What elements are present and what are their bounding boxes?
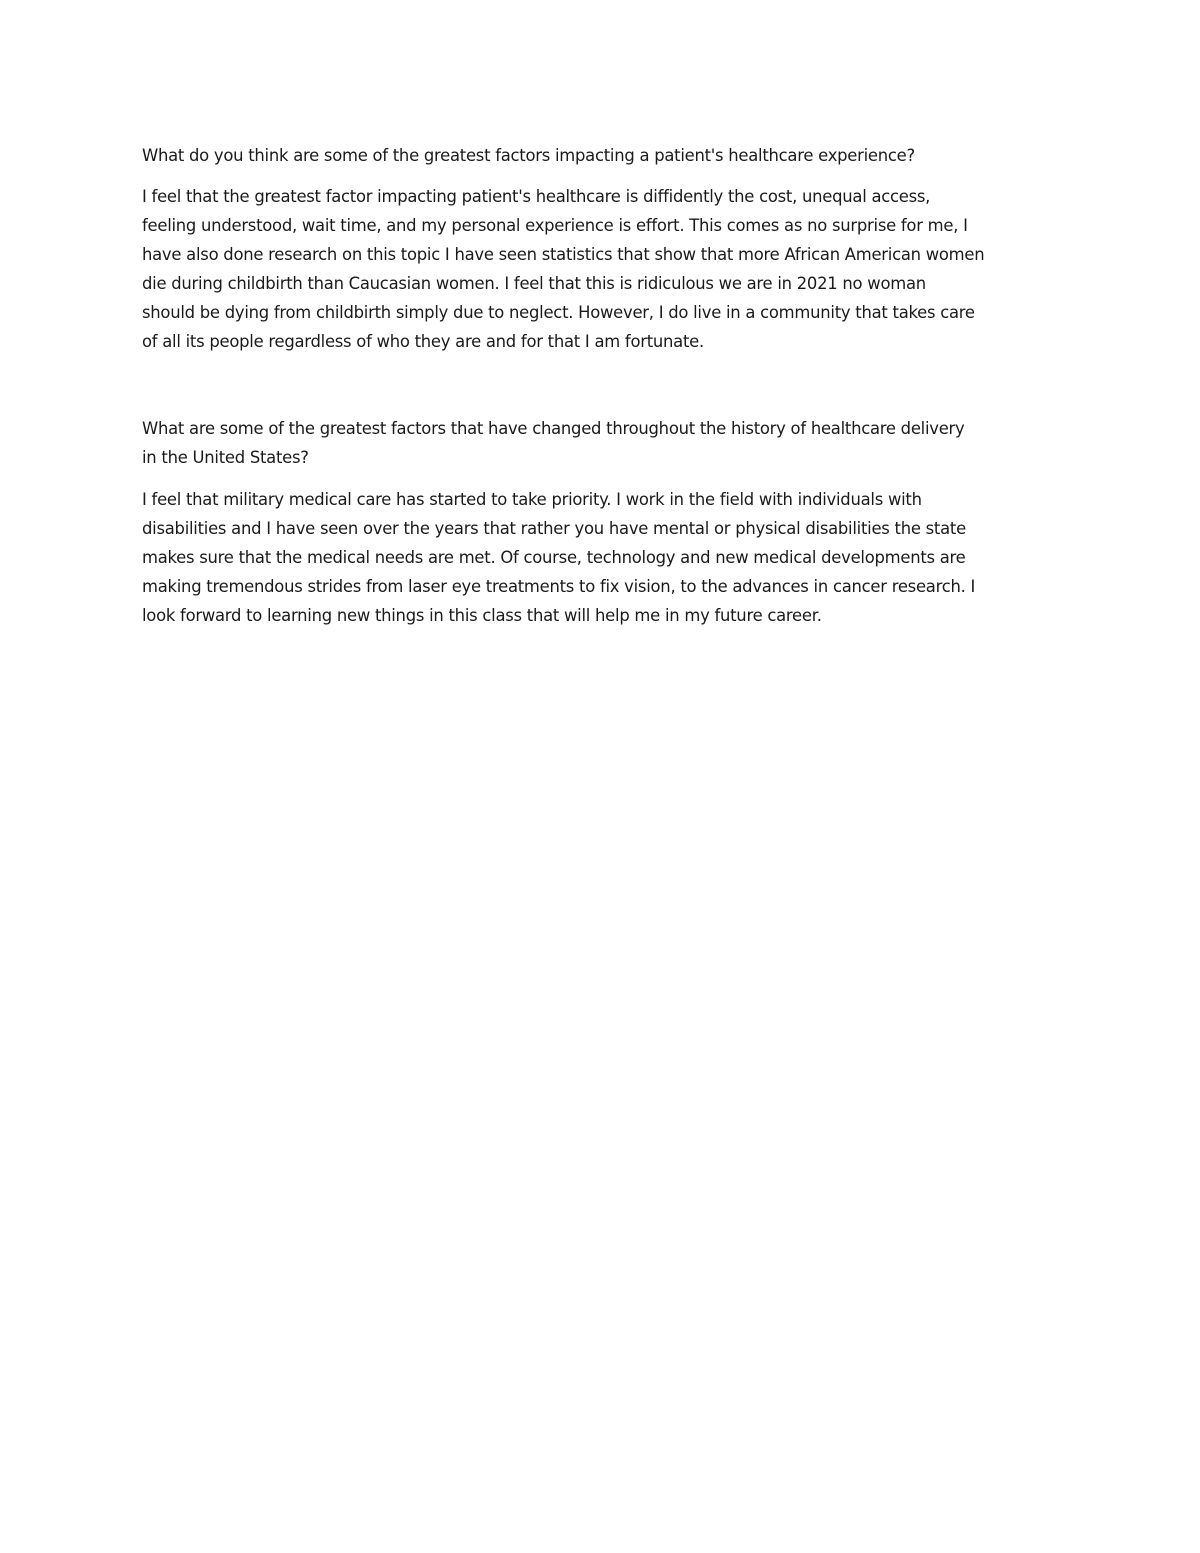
answer-1-line: feeling understood, wait time, and my personal experience is effort. This comes as no surprise for me, I [142, 216, 968, 235]
answer-2 [142, 485, 1072, 630]
question-1 [142, 141, 1072, 170]
answer-1 [142, 182, 1072, 356]
question-1-line: What do you think are some of the greatest factors impacting a patient's healthcare experience? [142, 146, 915, 165]
question-2 [142, 414, 1072, 472]
answer-1-line: die during childbirth than Caucasian women. I feel that this is ridiculous we are in 2021 no woman [142, 274, 926, 293]
question-2-line: What are some of the greatest factors that have changed throughout the history of healthcare delivery [142, 419, 965, 438]
answer-1-line: of all its people regardless of who they are and for that I am fortunate. [142, 332, 704, 351]
question-2-line: in the United States? [142, 448, 309, 467]
answer-2-line: look forward to learning new things in this class that will help me in my future career. [142, 606, 822, 625]
answer-1-line: have also done research on this topic I have seen statistics that show that more African American women [142, 245, 985, 264]
answer-1-line: should be dying from childbirth simply due to neglect. However, I do live in a community that takes care [142, 303, 975, 322]
answer-1-line: I feel that the greatest factor impacting patient's healthcare is diffidently the cost, unequal access, [142, 187, 931, 206]
answer-2-line: making tremendous strides from laser eye treatments to fix vision, to the advances in cancer research. I [142, 577, 976, 596]
answer-2-line: I feel that military medical care has started to take priority. I work in the field with individuals with [142, 490, 922, 509]
answer-2-line: disabilities and I have seen over the years that rather you have mental or physical disabilities the state [142, 519, 966, 538]
answer-2-line: makes sure that the medical needs are met. Of course, technology and new medical developments are [142, 548, 966, 567]
